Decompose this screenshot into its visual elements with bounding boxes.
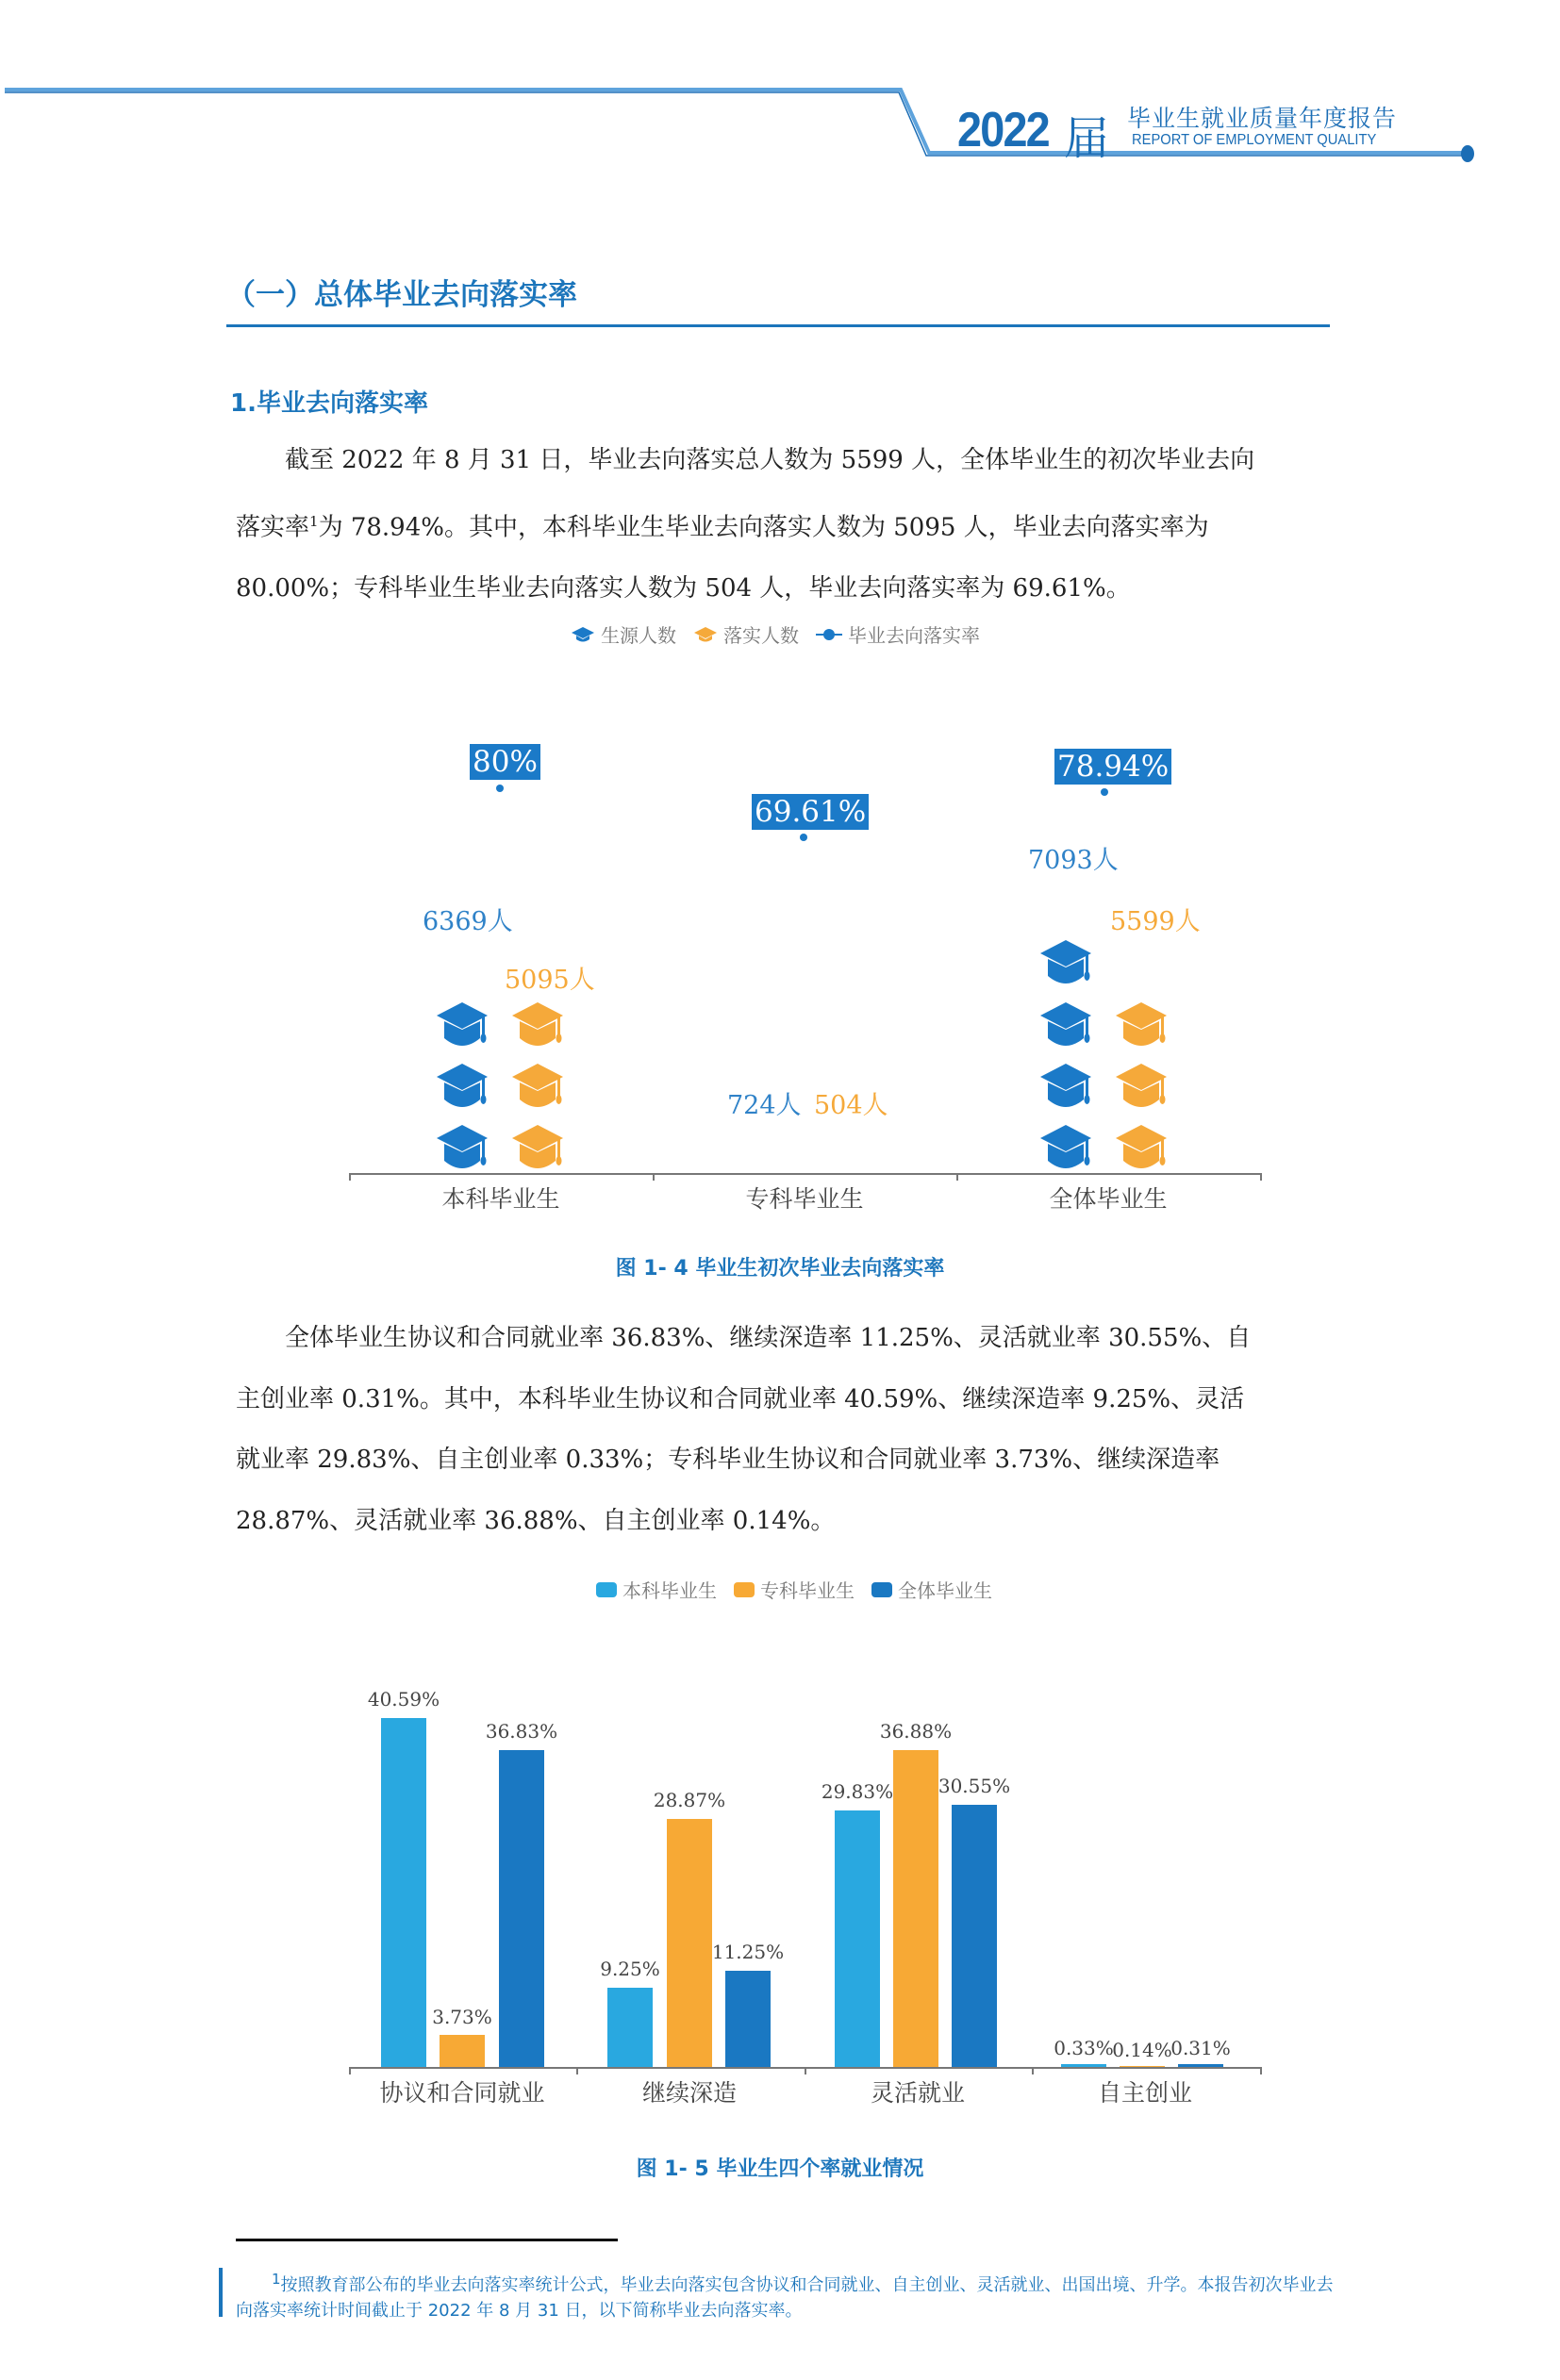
para1-line2a: 落实率: [236, 513, 310, 542]
header-year: 2022: [957, 103, 1049, 157]
legend-item-junior: 专科毕业生: [734, 1576, 855, 1603]
count-placed-undergrad: 5095人: [505, 966, 595, 995]
rate-label-undergrad: 80%: [470, 744, 540, 780]
x-label-all: 全体毕业生: [1049, 1185, 1168, 1213]
para1-line2b: 为 78.94%。其中，本科毕业生毕业去向落实人数为 5095 人，毕业去向落实率为: [318, 513, 1209, 542]
label-contract-junior: 3.73%: [432, 2006, 492, 2028]
header-jie: 届: [1064, 112, 1110, 165]
count-total-junior: 724人: [727, 1091, 802, 1120]
label-startup-junior: 0.14%: [1112, 2039, 1172, 2061]
bar-study-all: [725, 1971, 771, 2067]
subsection-title: 1.毕业去向落实率: [230, 389, 428, 418]
rate-label-junior: 69.61%: [752, 794, 869, 830]
x-label-study: 继续深造: [641, 2079, 737, 2107]
x-label-startup: 自主创业: [1097, 2079, 1192, 2107]
footnote-text: 按照教育部公布的毕业去向落实率统计公式，毕业去向落实包含协议和合同就业、自主创业、灵活就业、出国出境、升学。本报告初次毕业去向落实率统计时间截止于 2022 年 8 月 31 日，以下简称毕业去向落实率。: [236, 2275, 1334, 2321]
x-label-contract: 协议和合同就业: [379, 2079, 545, 2107]
bar-flexible-all: [952, 1805, 997, 2067]
figure2-legend: [596, 1576, 1002, 1603]
figure2-caption: 图 1- 5 毕业生四个率就业情况: [636, 2157, 924, 2181]
label-startup-undergrad: 0.33%: [1054, 2037, 1114, 2059]
bar-study-undergrad: [607, 1988, 653, 2067]
footnote-divider: [236, 2239, 618, 2241]
count-total-undergrad: 6369人: [423, 907, 513, 936]
header-title-cn: 毕业生就业质量年度报告: [1127, 105, 1398, 132]
legend-item-placed: 落实人数: [693, 620, 799, 648]
header-title-en: REPORT OF EMPLOYMENT QUALITY: [1132, 132, 1377, 148]
axis-tick: [576, 2067, 578, 2074]
rate-label-all: 78.94%: [1054, 749, 1171, 785]
x-label-junior: 专科毕业生: [745, 1185, 864, 1213]
footnote: [236, 2267, 1339, 2323]
x-label-undergrad: 本科毕业生: [441, 1185, 560, 1213]
label-contract-all: 36.83%: [485, 1720, 558, 1743]
axis-tick: [349, 2067, 351, 2074]
para1-line1: 截至 2022 年 8 月 31 日，毕业去向落实总人数为 5599 人，全体毕业生的初次毕业去向: [285, 446, 1255, 474]
bar-contract-junior: [440, 2035, 485, 2067]
legend-swatch-icon: [596, 1582, 617, 1597]
para2-line4: 28.87%、灵活就业率 36.88%、自主创业率 0.14%。: [236, 1506, 836, 1535]
axis-tick: [956, 1173, 958, 1181]
label-flexible-undergrad: 29.83%: [821, 1780, 894, 1803]
para1-line3: 80.00%；专科毕业生毕业去向落实人数为 504 人，毕业去向落实率为 69.61%。: [236, 573, 1131, 603]
label-study-undergrad: 9.25%: [600, 1958, 660, 1980]
footnote-accent-bar: [219, 2268, 223, 2317]
label-contract-undergrad: 40.59%: [367, 1688, 440, 1711]
figure1-x-axis: [349, 1173, 1262, 1175]
axis-tick: [653, 1173, 655, 1181]
para2-line2: 主创业率 0.31%。其中，本科毕业生协议和合同就业率 40.59%、继续深造率 9.25%、灵活: [236, 1384, 1245, 1413]
legend-item-total: 生源人数: [571, 620, 676, 648]
axis-tick: [1260, 1173, 1262, 1181]
footnote-ref[interactable]: 1: [309, 512, 319, 530]
legend-item-undergrad: 本科毕业生: [596, 1576, 717, 1603]
legend-swatch-icon: [871, 1582, 892, 1597]
count-total-all: 7093人: [1028, 846, 1119, 875]
figure1-caption: 图 1- 4 毕业生初次毕业去向落实率: [615, 1257, 945, 1281]
footnote-marker: 1: [272, 2271, 281, 2288]
para2-line3: 就业率 29.83%、自主创业率 0.33%；专科毕业生协议和合同就业率 3.73%、继续深造率: [236, 1446, 1220, 1474]
label-study-junior: 28.87%: [653, 1789, 726, 1811]
axis-tick: [1032, 2067, 1034, 2074]
label-flexible-junior: 36.88%: [879, 1720, 953, 1743]
axis-tick: [349, 1173, 351, 1181]
axis-tick: [1260, 2067, 1262, 2074]
bar-flexible-undergrad: [835, 1810, 880, 2067]
section-title: （一）总体毕业去向落实率: [226, 278, 577, 312]
axis-tick: [805, 2067, 806, 2074]
legend-swatch-icon: [734, 1582, 755, 1597]
para2-line1: 全体毕业生协议和合同就业率 36.83%、继续深造率 11.25%、灵活就业率 30.55%、自: [285, 1324, 1252, 1352]
count-placed-junior: 504人: [814, 1091, 888, 1120]
paragraph-four-rates: [236, 1308, 1330, 1551]
legend-item-all: 全体毕业生: [871, 1576, 992, 1603]
count-placed-all: 5599人: [1110, 907, 1201, 936]
x-label-flexible: 灵活就业: [870, 2079, 965, 2107]
label-flexible-all: 30.55%: [938, 1775, 1011, 1797]
legend-item-rate: 毕业去向落实率: [816, 620, 980, 648]
label-study-all: 11.25%: [711, 1941, 785, 1963]
label-startup-all: 0.31%: [1170, 2037, 1231, 2059]
